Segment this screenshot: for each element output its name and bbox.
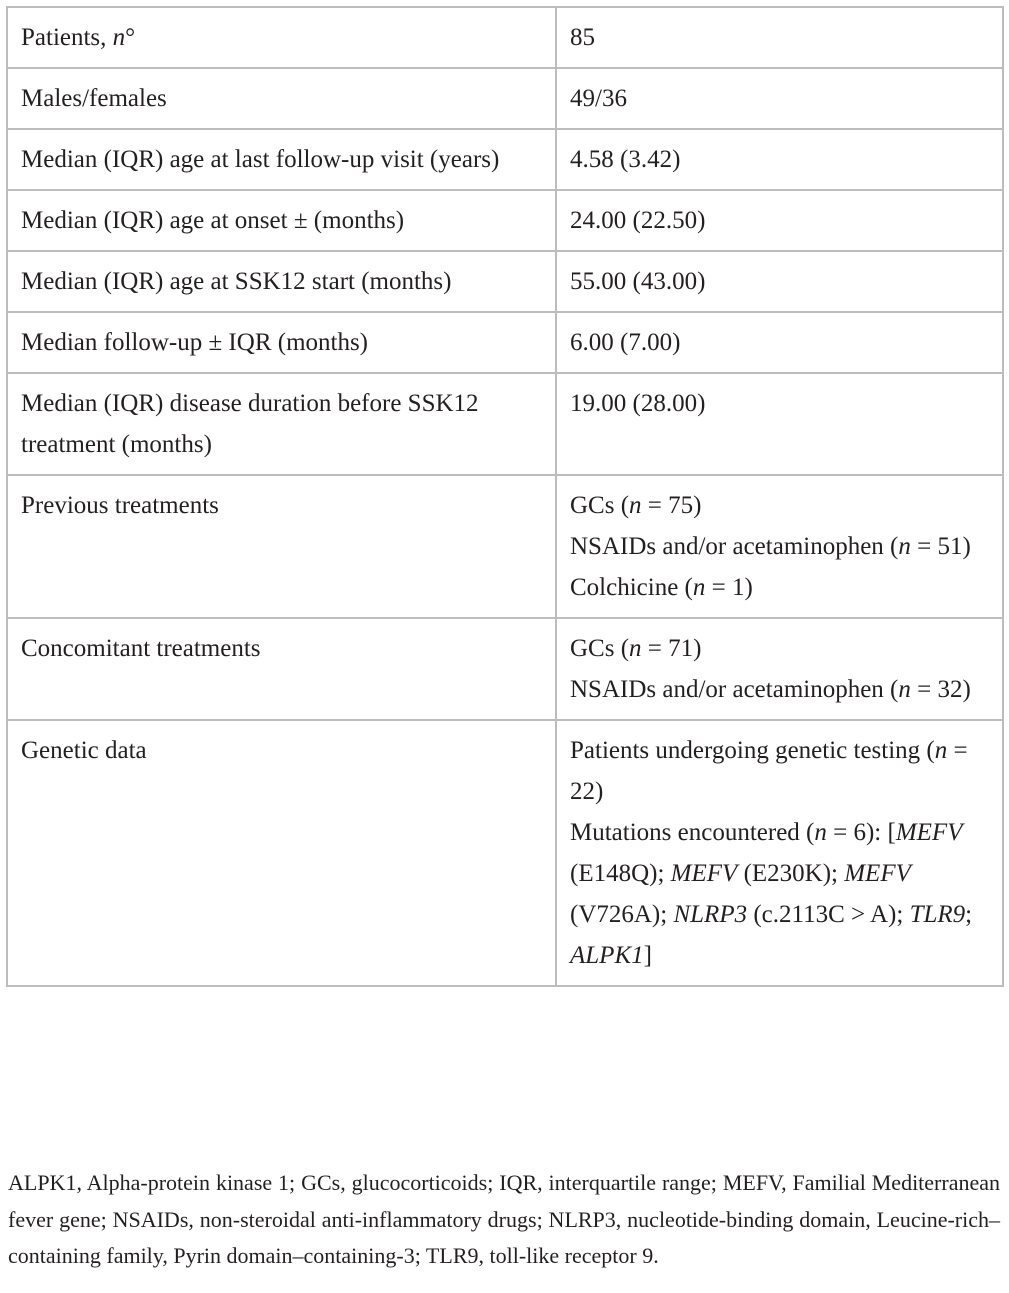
row-value: 4.58 (3.42): [556, 129, 1003, 190]
treatment-item: Colchicine (n = 1): [570, 574, 753, 601]
row-label: Concomitant treatments: [7, 618, 556, 720]
gene-name: TLR9: [909, 901, 966, 928]
gene-name: ALPK1: [570, 942, 644, 969]
table-row: [7, 373, 1003, 475]
mutations-list: Mutations encountered (n = 6): [MEFV (E148Q); MEFV (E230K); MEFV (V726A); NLRP3 (c.2113C > A); TLR9; ALPK1]: [570, 819, 973, 969]
row-label: Median (IQR) age at SSK12 start (months): [7, 251, 556, 312]
row-label: Median (IQR) disease duration before SSK12 treatment (months): [7, 373, 556, 475]
table-row: [7, 618, 1003, 720]
patient-characteristics-table: [6, 6, 1004, 987]
table-row: [7, 7, 1003, 68]
row-value: [556, 720, 1003, 986]
treatment-item: NSAIDs and/or acetaminophen (n = 51): [570, 533, 971, 560]
gene-name: MEFV: [844, 860, 911, 887]
row-label: Median (IQR) age at onset ± (months): [7, 190, 556, 251]
table-row: [7, 720, 1003, 986]
treatment-item: NSAIDs and/or acetaminophen (n = 32): [570, 676, 971, 703]
gene-name: MEFV: [895, 819, 963, 846]
table-footnote: ALPK1, Alpha-protein kinase 1; GCs, glucocorticoids; IQR, interquartile range; MEFV, Familial Mediterranean fever gene; NSAIDs, non-steroidal anti-inflammatory drugs; NLRP3, nucleotide-binding domain, Leucine-rich–containing family, Pyrin domain–containing-3; TLR9, toll-like receptor 9.: [8, 1170, 1000, 1268]
genetic-testing-count: Patients undergoing genetic testing (n = 22): [570, 737, 968, 805]
table-row: [7, 475, 1003, 618]
row-label-text: Patients,: [21, 24, 113, 51]
row-value: 55.00 (43.00): [556, 251, 1003, 312]
row-label: Median (IQR) age at last follow-up visit (years): [7, 129, 556, 190]
row-value: [556, 618, 1003, 720]
row-label: Median follow-up ± IQR (months): [7, 312, 556, 373]
row-value: 85: [556, 7, 1003, 68]
table-row: [7, 190, 1003, 251]
row-value: [556, 475, 1003, 618]
row-value: 6.00 (7.00): [556, 312, 1003, 373]
row-label: Genetic data: [7, 720, 556, 986]
gene-name: MEFV: [670, 860, 738, 887]
row-label: Males/females: [7, 68, 556, 129]
row-value: 19.00 (28.00): [556, 373, 1003, 475]
row-value: 49/36: [556, 68, 1003, 129]
table-row: [7, 312, 1003, 373]
row-label: Previous treatments: [7, 475, 556, 618]
treatment-item: GCs (n = 71): [570, 635, 702, 662]
row-label: [7, 7, 556, 68]
gene-name: NLRP3: [673, 901, 748, 928]
row-label-tail: °: [125, 24, 136, 51]
row-label-italic: n: [112, 24, 126, 51]
treatment-item: GCs (n = 75): [570, 492, 702, 519]
table-row: [7, 251, 1003, 312]
characteristics-table-container: [6, 6, 1002, 987]
row-value: 24.00 (22.50): [556, 190, 1003, 251]
table-row: [7, 129, 1003, 190]
table-row: [7, 68, 1003, 129]
